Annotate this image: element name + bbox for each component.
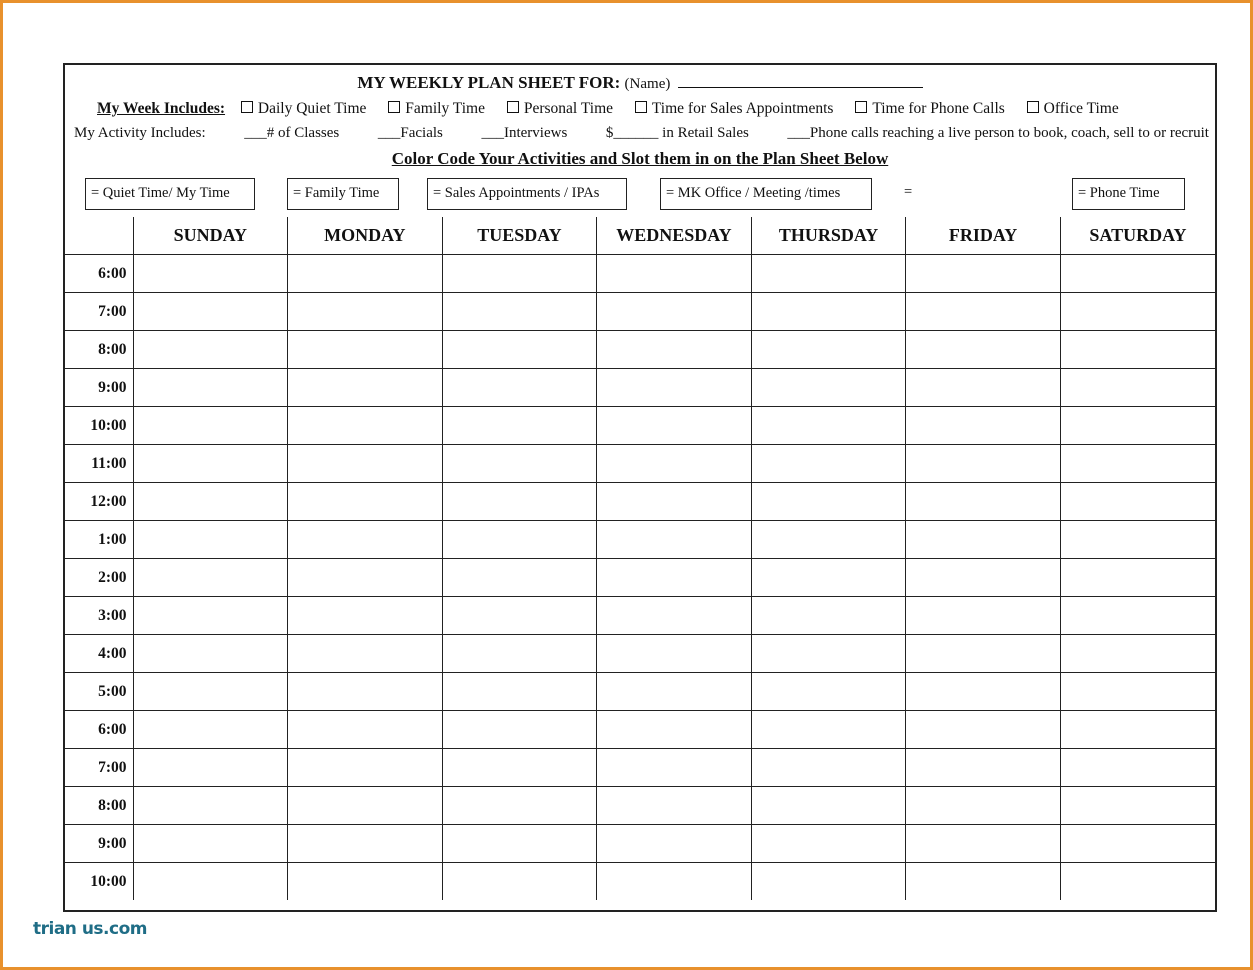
plan-cell[interactable]: [1060, 597, 1215, 635]
plan-cell[interactable]: [751, 445, 906, 483]
time-row: [65, 863, 1215, 901]
plan-cell[interactable]: [597, 711, 752, 749]
plan-cell[interactable]: [906, 293, 1061, 331]
plan-cell[interactable]: [288, 787, 443, 825]
plan-cell[interactable]: [133, 749, 288, 787]
week-includes-label: My Week Includes:: [97, 100, 226, 117]
day-header-friday: FRIDAY: [906, 217, 1061, 255]
plan-cell[interactable]: [442, 445, 597, 483]
week-option-personal-time[interactable]: Personal Time: [507, 100, 613, 117]
time-row: [65, 407, 1215, 445]
plan-cell[interactable]: [751, 749, 906, 787]
plan-cell[interactable]: [1060, 445, 1215, 483]
plan-cell[interactable]: [288, 293, 443, 331]
time-row: [65, 711, 1215, 749]
day-header-sunday: SUNDAY: [133, 217, 288, 255]
plan-cell[interactable]: [597, 331, 752, 369]
plan-cell[interactable]: [597, 673, 752, 711]
plan-cell[interactable]: [442, 559, 597, 597]
time-row: [65, 521, 1215, 559]
plan-cell[interactable]: [442, 521, 597, 559]
plan-cell[interactable]: [288, 521, 443, 559]
plan-cell[interactable]: [906, 331, 1061, 369]
plan-cell[interactable]: [1060, 673, 1215, 711]
plan-cell[interactable]: [288, 559, 443, 597]
time-row: [65, 445, 1215, 483]
time-label: 7:00: [65, 293, 133, 331]
plan-cell[interactable]: [906, 369, 1061, 407]
time-row: [65, 787, 1215, 825]
day-header-saturday: SATURDAY: [1060, 217, 1215, 255]
plan-cell[interactable]: [906, 749, 1061, 787]
plan-cell[interactable]: [906, 635, 1061, 673]
color-code-heading: Color Code Your Activities and Slot them in on the Plan Sheet Below: [391, 149, 889, 168]
plan-cell[interactable]: [751, 407, 906, 445]
plan-cell[interactable]: [1060, 331, 1215, 369]
plan-cell[interactable]: [133, 483, 288, 521]
plan-cell[interactable]: [751, 331, 906, 369]
plan-cell[interactable]: [1060, 825, 1215, 863]
plan-cell[interactable]: [597, 749, 752, 787]
name-blank-line[interactable]: [678, 73, 923, 88]
plan-cell[interactable]: [597, 521, 752, 559]
plan-cell[interactable]: [751, 787, 906, 825]
plan-cell[interactable]: [288, 597, 443, 635]
plan-cell[interactable]: [133, 635, 288, 673]
plan-cell[interactable]: [133, 711, 288, 749]
time-row: [65, 293, 1215, 331]
plan-cell[interactable]: [751, 635, 906, 673]
time-label: 6:00: [65, 255, 133, 293]
plan-cell[interactable]: [133, 255, 288, 293]
plan-cell[interactable]: [133, 825, 288, 863]
time-label: 9:00: [65, 825, 133, 863]
time-label: 8:00: [65, 787, 133, 825]
plan-cell[interactable]: [906, 711, 1061, 749]
time-row: [65, 369, 1215, 407]
time-label: 8:00: [65, 331, 133, 369]
legend-phone-time[interactable]: = Phone Time: [1072, 178, 1185, 210]
plan-cell[interactable]: [133, 559, 288, 597]
checkbox-icon[interactable]: [507, 101, 519, 113]
day-header-thursday: THURSDAY: [751, 217, 906, 255]
plan-cell[interactable]: [906, 787, 1061, 825]
week-includes-row: [97, 100, 1195, 118]
time-label: 9:00: [65, 369, 133, 407]
time-label: 3:00: [65, 597, 133, 635]
plan-cell[interactable]: [906, 825, 1061, 863]
week-option-office-time[interactable]: Office Time: [1027, 100, 1119, 117]
activity-facials: ___Facials: [377, 125, 443, 141]
plan-cell[interactable]: [751, 369, 906, 407]
plan-cell[interactable]: [288, 331, 443, 369]
plan-cell[interactable]: [751, 711, 906, 749]
sheet-title: MY WEEKLY PLAN SHEET FOR:: [357, 73, 621, 92]
time-label: 1:00: [65, 521, 133, 559]
plan-cell[interactable]: [288, 825, 443, 863]
plan-cell[interactable]: [597, 407, 752, 445]
day-header-tuesday: TUESDAY: [442, 217, 597, 255]
day-header-row: [65, 217, 1215, 255]
plan-cell[interactable]: [288, 445, 443, 483]
time-row: [65, 255, 1215, 293]
checkbox-icon[interactable]: [635, 101, 647, 113]
checkbox-icon[interactable]: [855, 101, 867, 113]
plan-cell[interactable]: [597, 863, 752, 901]
weekly-plan-sheet: [63, 63, 1217, 912]
plan-cell[interactable]: [133, 863, 288, 901]
plan-cell[interactable]: [442, 255, 597, 293]
legend-quiet-time[interactable]: = Quiet Time/ My Time: [85, 178, 255, 210]
plan-cell[interactable]: [442, 331, 597, 369]
plan-cell[interactable]: [442, 673, 597, 711]
plan-cell[interactable]: [442, 863, 597, 901]
time-label: 4:00: [65, 635, 133, 673]
legend-family-time[interactable]: = Family Time: [287, 178, 399, 210]
plan-cell[interactable]: [1060, 521, 1215, 559]
plan-cell[interactable]: [1060, 711, 1215, 749]
plan-cell[interactable]: [1060, 635, 1215, 673]
watermark: trian us.com: [33, 919, 147, 939]
plan-cell[interactable]: [906, 445, 1061, 483]
plan-cell[interactable]: [288, 483, 443, 521]
plan-cell[interactable]: [597, 293, 752, 331]
time-row: [65, 559, 1215, 597]
plan-cell[interactable]: [906, 483, 1061, 521]
plan-cell[interactable]: [597, 635, 752, 673]
plan-cell[interactable]: [442, 369, 597, 407]
plan-cell[interactable]: [442, 293, 597, 331]
plan-cell[interactable]: [906, 521, 1061, 559]
plan-cell[interactable]: [597, 369, 752, 407]
plan-cell[interactable]: [751, 825, 906, 863]
plan-cell[interactable]: [906, 255, 1061, 293]
plan-cell[interactable]: [133, 331, 288, 369]
plan-cell[interactable]: [442, 635, 597, 673]
plan-cell[interactable]: [1060, 749, 1215, 787]
plan-cell[interactable]: [906, 863, 1061, 901]
time-row: [65, 825, 1215, 863]
plan-cell[interactable]: [288, 711, 443, 749]
plan-cell[interactable]: [442, 749, 597, 787]
activity-phone-calls: ___Phone calls reaching a live person to book, coach, sell to or recruit: [787, 125, 1209, 141]
day-header-wednesday: WEDNESDAY: [597, 217, 752, 255]
plan-cell[interactable]: [133, 445, 288, 483]
plan-cell[interactable]: [751, 673, 906, 711]
plan-cell[interactable]: [751, 483, 906, 521]
time-row: [65, 673, 1215, 711]
activity-retail-sales: $______ in Retail Sales: [605, 125, 749, 141]
week-option-family-time[interactable]: Family Time: [388, 100, 485, 117]
plan-cell[interactable]: [1060, 255, 1215, 293]
plan-cell[interactable]: [906, 597, 1061, 635]
activity-classes: ___# of Classes: [244, 125, 340, 141]
time-label: 5:00: [65, 673, 133, 711]
time-row: [65, 483, 1215, 521]
checkbox-icon[interactable]: [388, 101, 400, 113]
checkbox-icon[interactable]: [1027, 101, 1039, 113]
plan-cell[interactable]: [133, 521, 288, 559]
plan-cell[interactable]: [442, 407, 597, 445]
plan-cell[interactable]: [288, 749, 443, 787]
plan-cell[interactable]: [133, 369, 288, 407]
plan-cell[interactable]: [1060, 369, 1215, 407]
plan-cell[interactable]: [751, 255, 906, 293]
plan-cell[interactable]: [751, 597, 906, 635]
time-label: 10:00: [65, 407, 133, 445]
plan-cell[interactable]: [1060, 787, 1215, 825]
plan-cell[interactable]: [133, 407, 288, 445]
plan-cell[interactable]: [288, 863, 443, 901]
plan-cell[interactable]: [597, 445, 752, 483]
plan-cell[interactable]: [906, 407, 1061, 445]
plan-cell[interactable]: [288, 255, 443, 293]
plan-cell[interactable]: [442, 597, 597, 635]
plan-cell[interactable]: [442, 787, 597, 825]
week-option-daily-quiet-time[interactable]: Daily Quiet Time: [241, 100, 367, 117]
plan-cell[interactable]: [751, 863, 906, 901]
time-label: 2:00: [65, 559, 133, 597]
week-option-phone-calls[interactable]: Time for Phone Calls: [855, 100, 1004, 117]
plan-cell[interactable]: [597, 483, 752, 521]
week-option-sales-appointments[interactable]: Time for Sales Appointments: [635, 100, 834, 117]
plan-cell[interactable]: [288, 369, 443, 407]
plan-cell[interactable]: [442, 483, 597, 521]
day-header-monday: MONDAY: [288, 217, 443, 255]
time-row: [65, 749, 1215, 787]
plan-cell[interactable]: [597, 559, 752, 597]
plan-cell[interactable]: [906, 673, 1061, 711]
plan-cell[interactable]: [1060, 293, 1215, 331]
name-label: (Name): [624, 76, 671, 92]
plan-grid: [65, 217, 1215, 900]
plan-cell[interactable]: [751, 521, 906, 559]
plan-cell[interactable]: [597, 787, 752, 825]
plan-cell[interactable]: [288, 673, 443, 711]
checkbox-icon[interactable]: [241, 101, 253, 113]
time-label: 11:00: [65, 445, 133, 483]
legend-mk-office[interactable]: = MK Office / Meeting /times: [660, 178, 872, 210]
time-label: 12:00: [65, 483, 133, 521]
plan-cell[interactable]: [597, 255, 752, 293]
legend-sales-appointments[interactable]: = Sales Appointments / IPAs: [427, 178, 627, 210]
plan-cell[interactable]: [133, 293, 288, 331]
legend-blank: =: [904, 184, 913, 200]
time-label: 10:00: [65, 863, 133, 901]
plan-cell[interactable]: [1060, 407, 1215, 445]
plan-cell[interactable]: [1060, 559, 1215, 597]
time-row: [65, 597, 1215, 635]
plan-cell[interactable]: [597, 825, 752, 863]
activity-includes-label: My Activity Includes:: [74, 125, 206, 141]
plan-cell[interactable]: [288, 407, 443, 445]
plan-cell[interactable]: [442, 711, 597, 749]
time-label: 6:00: [65, 711, 133, 749]
time-row: [65, 635, 1215, 673]
plan-cell[interactable]: [442, 825, 597, 863]
activity-interviews: ___Interviews: [481, 125, 568, 141]
plan-cell[interactable]: [1060, 863, 1215, 901]
plan-cell[interactable]: [597, 597, 752, 635]
time-row: [65, 331, 1215, 369]
plan-cell[interactable]: [751, 293, 906, 331]
sheet-title-line: [65, 73, 1215, 93]
corner-cell: [65, 217, 133, 255]
plan-cell[interactable]: [1060, 483, 1215, 521]
plan-cell[interactable]: [133, 673, 288, 711]
plan-cell[interactable]: [906, 559, 1061, 597]
activity-includes-row: [74, 125, 1209, 142]
plan-cell[interactable]: [288, 635, 443, 673]
plan-cell[interactable]: [751, 559, 906, 597]
plan-cell[interactable]: [133, 597, 288, 635]
time-label: 7:00: [65, 749, 133, 787]
plan-cell[interactable]: [133, 787, 288, 825]
